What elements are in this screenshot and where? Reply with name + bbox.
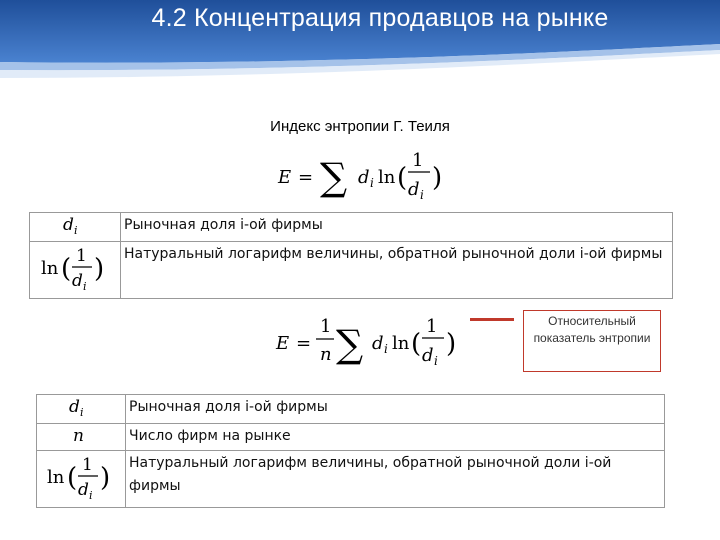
symbol-cell <box>30 213 121 242</box>
formula-E: E <box>276 333 290 354</box>
definition-text: Натуральный логарифм величины, обратной рыночной доли i-ой фирмы <box>121 242 673 299</box>
svg-text:n: n <box>73 426 84 446</box>
theil-entropy-formula <box>278 148 448 213</box>
formula-sum: ∑ <box>320 155 348 199</box>
slide-header <box>0 0 720 90</box>
formula-coef-numerator: 1 <box>320 316 332 337</box>
formula-paren-open: ( <box>397 163 408 193</box>
symbol-di <box>61 395 101 419</box>
svg-text:): ) <box>94 254 105 284</box>
svg-text:d: d <box>63 215 74 235</box>
formula-equals: = <box>298 167 314 188</box>
formula-sum: ∑ <box>336 322 364 366</box>
formula-i: i <box>384 342 388 356</box>
formula-i: i <box>370 176 374 190</box>
symbol-cell <box>30 242 121 299</box>
formula-ln: ln <box>392 333 410 354</box>
definition-text: Рыночная доля i-ой фирмы <box>126 395 665 424</box>
svg-text:i: i <box>80 406 84 419</box>
svg-text:(: ( <box>411 329 422 359</box>
formula-equals: = <box>296 333 312 354</box>
svg-text:(: ( <box>67 463 78 493</box>
formula-numerator: 1 <box>412 150 424 171</box>
svg-text:i: i <box>89 489 93 502</box>
svg-text:d: d <box>78 480 89 500</box>
svg-text:(: ( <box>61 254 72 284</box>
table-row <box>37 424 665 451</box>
formula-paren-close: ) <box>432 163 443 193</box>
formula-numerator: 1 <box>426 316 438 337</box>
slide-subtitle: Индекс энтропии Г. Теиля <box>270 118 450 135</box>
relative-entropy-formula <box>276 314 461 381</box>
symbol-n <box>61 424 101 446</box>
svg-text:): ) <box>446 329 457 359</box>
definitions-table-2 <box>36 394 665 508</box>
formula-denominator-i: i <box>420 188 424 202</box>
svg-text:1: 1 <box>82 455 93 475</box>
formula-coef-n: n <box>320 344 332 365</box>
definition-text: Рыночная доля i-ой фирмы <box>121 213 673 242</box>
svg-text:ln: ln <box>41 258 59 279</box>
symbol-ln-inverse-di <box>39 242 111 294</box>
definition-text: Натуральный логарифм величины, обратной рыночной доли i-ой фирмы <box>126 451 665 508</box>
connector-line <box>470 318 514 321</box>
table-row <box>30 242 673 299</box>
table-row <box>30 213 673 242</box>
svg-text:d: d <box>69 397 80 417</box>
formula-E: E <box>278 167 292 188</box>
table-row <box>37 395 665 424</box>
definitions-table-1 <box>29 212 673 299</box>
symbol-cell <box>37 424 126 451</box>
table-row <box>37 451 665 508</box>
relative-entropy-note: Относительный показатель энтропии <box>523 310 661 372</box>
svg-text:): ) <box>100 463 111 493</box>
svg-text:1: 1 <box>76 246 87 266</box>
symbol-cell <box>37 451 126 508</box>
formula-ln: ln <box>378 167 396 188</box>
formula-denominator-d: d <box>422 345 434 366</box>
formula-d: d <box>372 333 384 354</box>
symbol-ln-inverse-di <box>45 451 117 503</box>
svg-text:i: i <box>83 280 87 293</box>
slide-title: 4.2 Концентрация продавцов на рынке <box>151 4 609 32</box>
formula-denominator-i: i <box>434 354 438 368</box>
symbol-di <box>55 213 95 237</box>
svg-text:i: i <box>74 224 78 237</box>
svg-text:ln: ln <box>47 467 65 488</box>
svg-text:d: d <box>72 271 83 291</box>
formula-d: d <box>358 167 370 188</box>
symbol-cell <box>37 395 126 424</box>
formula-denominator-d: d <box>408 179 420 200</box>
definition-text: Число фирм на рынке <box>126 424 665 451</box>
